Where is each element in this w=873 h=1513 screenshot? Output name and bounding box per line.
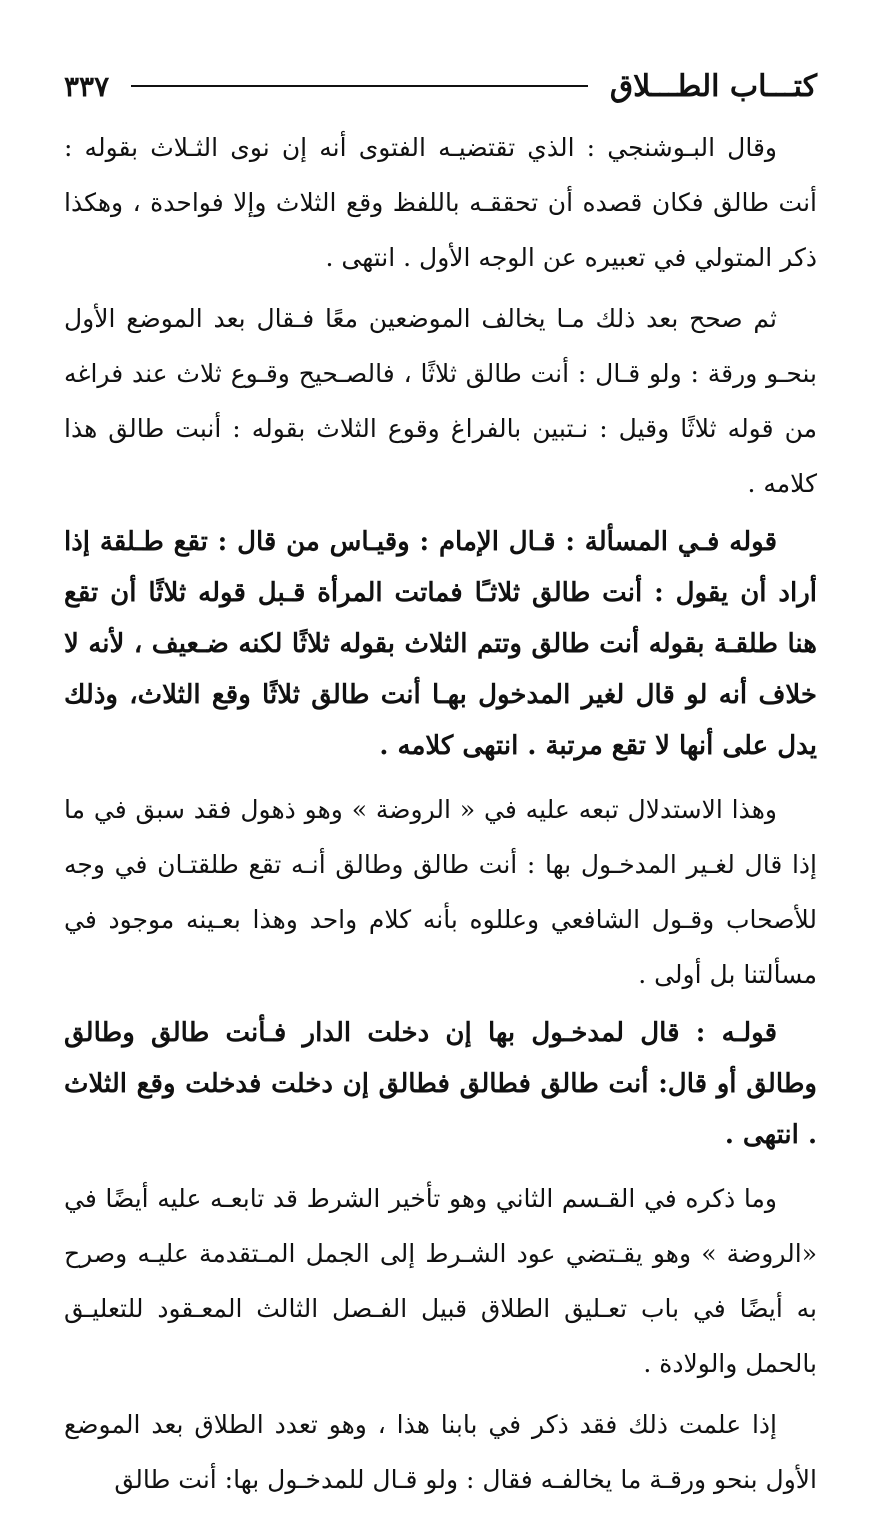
bold-paragraph: قولـه : قال لمدخـول بها إن دخلت الدار فـأنت طالق وطالق وطالق أو قال: أنت طالق فطالق فطالق إن دخلت فدخلت وقع الثلاث . انتهى . [64,1018,817,1150]
paragraph: وقال البـوشنجي : الذي تقتضيـه الفتوى أنه إن نوى الثـلاث بقوله : أنت طالق فكان قصده أن تحققـه باللفظ وقع الثلاث وإلا فواحدة ، وهكذا ذكر المتولي في تعبيره عن الوجه الأول . انتهى . [64,133,817,272]
page-header [64,64,817,108]
paragraph: وهذا الاستدلال تبعه عليه في « الروضة » وهو ذهول فقد سبق في ما إذا قال لغـير المدخـول بها : أنت طالق وطالق أنـه تقع طلقتـان في وجه للأصحاب وقـول الشافعي وعللوه بأنه كلام واحد وهذا بعـينه موجود في مسألتنا بل أولى . [64,795,817,989]
page-number: ٣٣٧ [64,69,110,103]
paragraph: وما ذكره في القـسم الثاني وهو تأخير الشرط قد تابعـه عليه أيضًا في «الروضة » وهو يقـتضي عود الشـرط إلى الجمل المـتقدمة عليـه وصرح به أيضًا في باب تعـليق الطلاق قبيل الفـصل الثالث المعـقود للتعليـق بالحمل والولادة . [64,1184,817,1378]
paragraph: ثم صحح بعد ذلك مـا يخالف الموضعين معًا فـقال بعد الموضع الأول بنحـو ورقة : ولو قـال : أنت طالق ثلاثًا ، فالصـحيح وقـوع ثلاث عند فراغه من قوله ثلاثًا وقيل : نـتبين بالفراغ وقوع الثلاث بقوله : أنبت طالق هذا كلامه . [64,304,817,498]
paragraph: إذا علمت ذلك فقد ذكر في بابنا هذا ، وهو تعدد الطلاق بعد الموضع الأول بنحو ورقـة ما يخالفـه فقال : ولو قـال للمدخـول بها: أنت طالق [64,1410,817,1494]
body-text [64,120,817,1513]
bold-paragraph: قوله فـي المسألة : قـال الإمام : وقيـاس من قال : تقع طـلقة إذا أراد أن يقول : أنت طالق ثلاثـًا فماتت المرأة قـبل قوله ثلاثًا أن تقع هنا طلقـة بقوله أنت طالق وتتم الثلاث بقوله ثلاثًا لكنه ضـعيف ، لأنه لا خلاف أنه لو قال لغير المدخول بهـا أنت طالق ثلاثًا وقع الثلاث، وذلك يدل على أنها لا تقع مرتبة . انتهى كلامه . [64,527,817,761]
running-title: كتـــاب الطـــلاق [609,68,817,104]
header-rule [131,85,588,87]
